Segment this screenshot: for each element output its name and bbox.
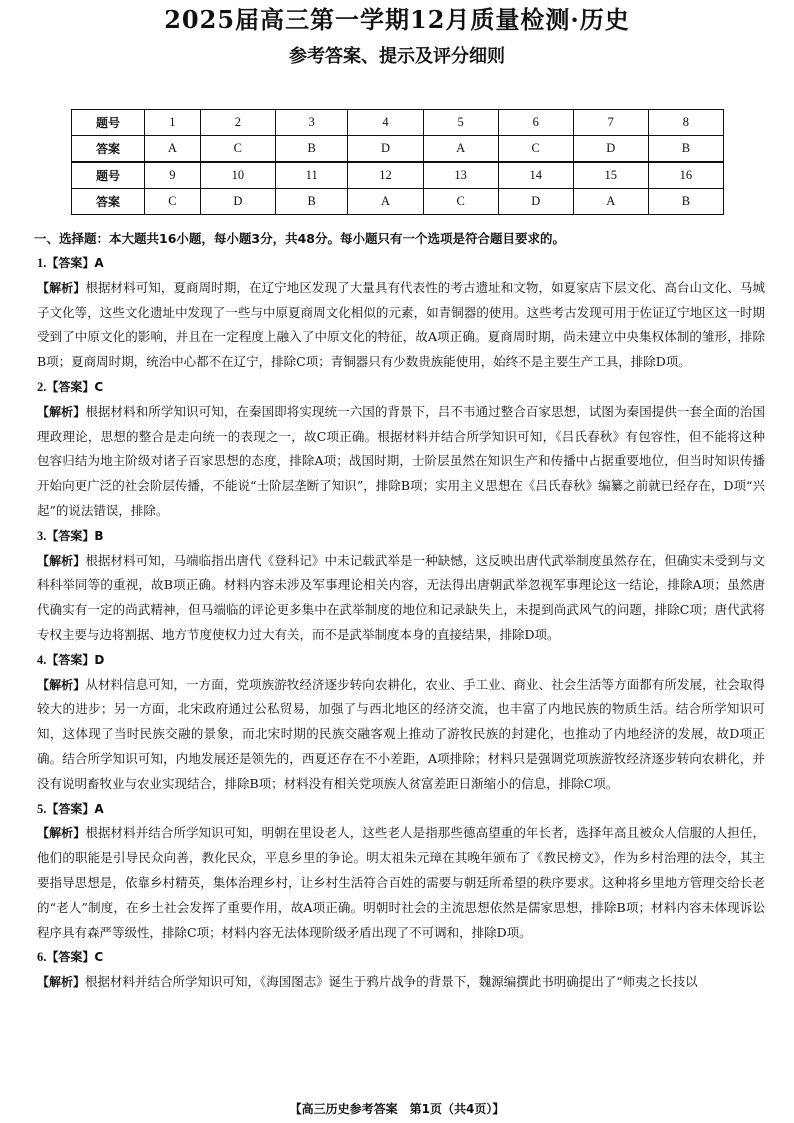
question-number: 1	[145, 110, 201, 136]
row-label-answer: 答案	[72, 189, 145, 215]
answer-cell: D	[200, 189, 275, 215]
answer-cell: A	[423, 136, 498, 163]
question-number: 9	[145, 162, 201, 189]
analysis-text: 从材料信息可知，一方面，党项族游牧经济逐步转向农耕化，农业、手工业、商业、社会生活等方面都有所发展，社会取得较大的进步；另一方面，北宋政府通过公私贸易，加强了与西北地区的经济交流，也丰富了内地民族的物质生活。结合所学知识可知，这体现了当时民族交融的景象，而北宋时期的民族交融客观上推动了游牧民族的封建化，也推动了内地经济的发展，故D项正确。结合所学知识可知，内地发展还是领先的，西夏还存在不小差距，A项排除；材料只是强调党项族游牧经济逐步转向农耕化，并没有说明畜牧业与农业实现结合，排除B项；材料没有相关党项族人贫富差距日渐缩小的信息，排除C项。	[37, 676, 765, 791]
analysis-text: 根据材料并结合所学知识可知，《海国图志》诞生于鸦片战争的背景下，魏源编撰此书明确提出了“师夷之长技以	[85, 974, 698, 990]
question-number: 8	[648, 110, 723, 136]
question-block-6	[37, 945, 765, 995]
analysis-text: 根据材料可知，马端临指出唐代《登科记》中未记载武举是一种缺憾，这反映出唐代武举制度虽然存在，但确实未受到与文科科举同等的重视，故B项正确。材料内容未涉及军事理论相关内容，无法得出唐朝武举忽视军事理论这一结论，排除A项；虽然唐代确实有一定的尚武精神，但马端临的评论更多集中在武举制度的地位和记录缺失上，未提到尚武风气的问题，排除C项；唐代武将专权主要与边将割据、地方节度使权力过大有关，而不是武举制度本身的直接结果，排除D项。	[37, 552, 765, 642]
page-subtitle: 参考答案、提示及评分细则	[289, 46, 505, 67]
analysis-text: 根据材料可知，夏商周时期，在辽宁地区发现了大量具有代表性的考古遗址和文物，如夏家店下层文化、高台山文化、马城子文化等，这些文化遗址中发现了一些与中原夏商周文化相似的元素，如青铜器的使用。这些考古发现可用于佐证辽宁地区这一时期受到了中原文化的影响，并且在一定程度上融入了中原文化的特征，故A项正确。夏商周时期，尚未建立中央集权体制的雏形，排除B项；夏商周时期，统治中心都不在辽宁，排除C项；青铜器只有少数贵族能使用，始终不是主要生产工具，排除D项。	[37, 279, 765, 370]
question-block-2	[37, 375, 765, 524]
answer-cell: B	[275, 136, 348, 163]
table-row-numbers-2	[72, 162, 724, 189]
question-block-4	[37, 648, 765, 797]
answer-label: 【答案】D	[46, 652, 105, 667]
answer-label: 【答案】C	[46, 379, 104, 394]
analysis-text: 根据材料和所学知识可知，在秦国即将实现统一六国的背景下，吕不韦通过整合百家思想，试图为秦国提供一套全面的治国理政理论，思想的整合是走向统一的表现之一，故C项正确。根据材料并结合所学知识可知，《吕氏春秋》有包容性，但不能将这种包容归结为地主阶级对诸子百家思想的态度，排除A项；战国时期，士阶层虽然在知识生产和传播中占据重要地位，但当时知识传播开始向更广泛的社会阶层传播，不能说“士阶层垄断了知识”，排除B项；实用主义思想在《吕氏春秋》编纂之前就已经存在，D项“兴起”的说法错误，排除。	[37, 403, 765, 518]
analysis-text: 根据材料并结合所学知识可知，明朝在里设老人，这些老人是指那些德高望重的年长者，选择年高且被众人信服的人担任，他们的职能是引导民众向善，教化民众，平息乡里的争论。明太祖朱元璋在其晚年颁布了《教民榜文》，作为乡村治理的法令，其主要指导思想是，依靠乡村精英，集体治理乡村，让乡村生活符合百姓的需要与朝廷所希望的秩序要求。这种将乡里地方管理交给长老的“老人”制度，在乡土社会发挥了重要作用，故A项正确。明朝时社会的主流思想依然是儒家思想，排除B项；材料内容未体现诉讼程序具有森严等级性，排除C项；材料内容无法体现阶级矛盾出现了不可调和，排除D项。	[37, 825, 765, 940]
answer-label: 【答案】A	[46, 801, 104, 816]
answer-cell: A	[145, 136, 201, 163]
answer-cell: A	[573, 189, 648, 215]
table-row-answers-2	[72, 189, 724, 215]
question-number: 13	[423, 162, 498, 189]
question-number: 10	[200, 162, 275, 189]
question-label: 2.	[37, 379, 47, 394]
analysis-tag: 【解析】	[37, 677, 86, 692]
row-label-number: 题号	[72, 110, 145, 136]
page-title: 2025届高三第一学期12月质量检测·历史	[164, 5, 630, 34]
page-footer: 【高三历史参考答案 第1页（共4页）】	[289, 1102, 505, 1116]
table-row-numbers-1	[72, 110, 724, 136]
answer-label: 【答案】A	[46, 256, 104, 270]
answer-label: 【答案】B	[46, 528, 104, 543]
analysis-tag: 【解析】	[37, 826, 86, 841]
question-number: 4	[348, 110, 423, 136]
question-number: 15	[573, 162, 648, 189]
analysis-tag: 【解析】	[37, 553, 86, 568]
analysis-tag: 【解析】	[37, 975, 86, 990]
answer-cell: D	[498, 189, 573, 215]
answer-label: 【答案】C	[46, 950, 104, 965]
question-number: 12	[348, 162, 423, 189]
question-number: 14	[498, 162, 573, 189]
answer-cell: D	[573, 136, 648, 163]
question-label: 3.	[37, 528, 47, 543]
table-row-answers-1	[72, 136, 724, 163]
analysis-tag: 【解析】	[37, 404, 86, 419]
question-label: 4.	[37, 652, 47, 667]
question-number: 3	[275, 110, 348, 136]
answer-cell: B	[648, 189, 723, 215]
analysis-tag: 【解析】	[37, 280, 86, 295]
question-number: 5	[423, 110, 498, 136]
answer-explanations	[37, 251, 765, 995]
answer-cell: A	[348, 189, 423, 215]
question-number: 2	[200, 110, 275, 136]
question-block-5	[37, 797, 765, 946]
answer-cell: C	[423, 189, 498, 215]
question-label: 5.	[37, 801, 47, 816]
question-number: 7	[573, 110, 648, 136]
question-block-3	[37, 524, 765, 648]
answer-cell: B	[275, 189, 348, 215]
answer-cell: C	[145, 189, 201, 215]
answer-cell: C	[200, 136, 275, 163]
question-number: 16	[648, 162, 723, 189]
row-label-number: 题号	[72, 162, 145, 189]
question-number: 6	[498, 110, 573, 136]
answer-cell: D	[348, 136, 423, 163]
question-label: 1.	[37, 256, 47, 270]
answer-cell: C	[498, 136, 573, 163]
row-label-answer: 答案	[72, 136, 145, 163]
question-number: 11	[275, 162, 348, 189]
question-block-1	[37, 251, 765, 375]
answer-table	[71, 109, 724, 215]
answer-cell: B	[648, 136, 723, 163]
question-label: 6.	[37, 950, 47, 965]
section-heading: 一、选择题：本大题共16小题，每小题3分，共48分。每小题只有一个选项是符合题目要求的。	[34, 231, 565, 246]
